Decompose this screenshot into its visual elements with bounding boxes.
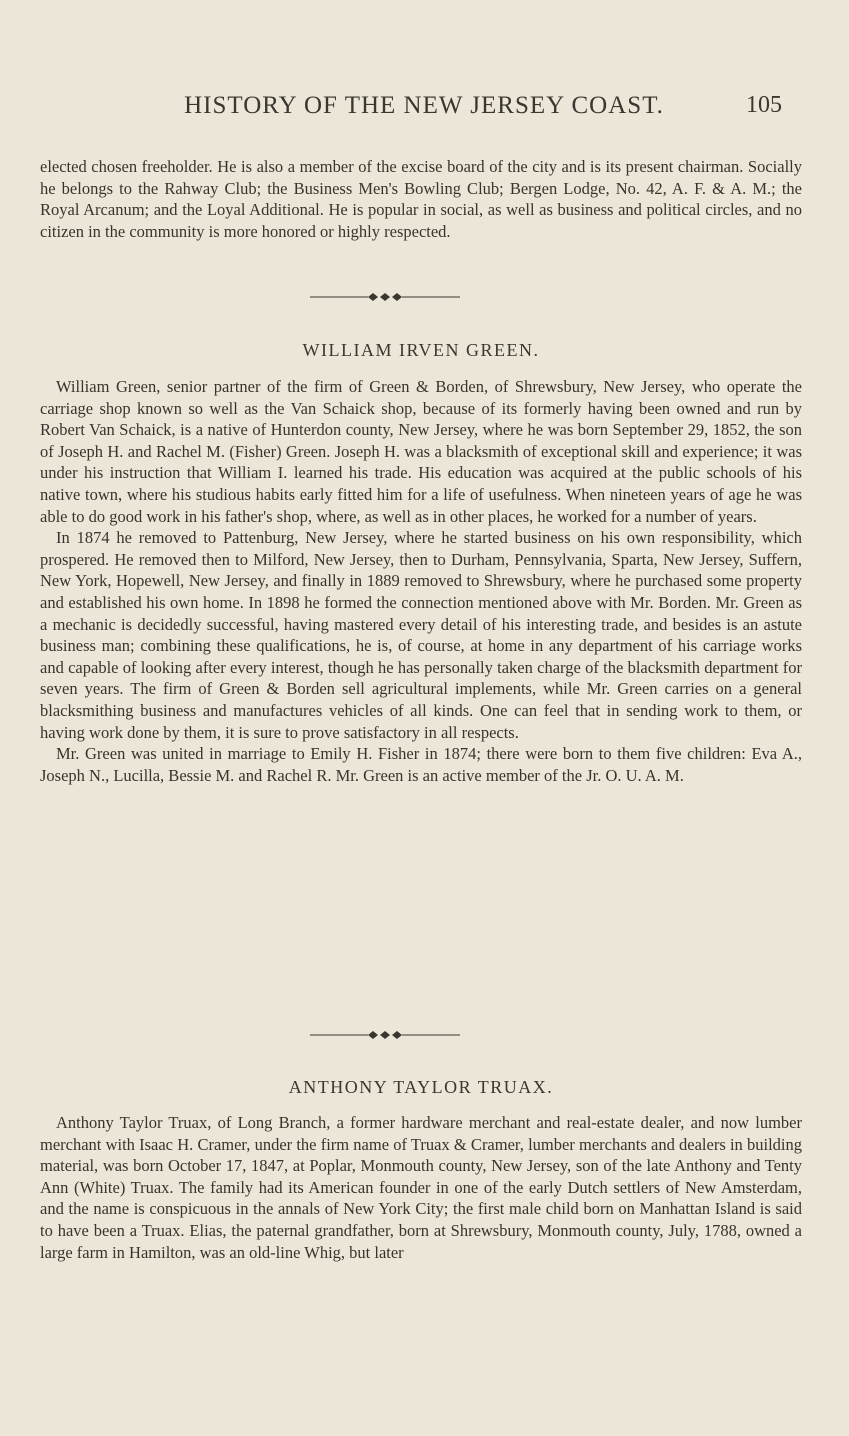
section-title-truax: ANTHONY TAYLOR TRUAX. [288, 1077, 554, 1097]
green-paragraph-3: Mr. Green was united in marriage to Emily H. Fisher in 1874; there were born to them five children: Eva A., Joseph N., Lucilla, Bessie M. and Rachel R. Mr. Green is an active member of the Jr. O. U. A. M. [40, 744, 802, 785]
intro-block [40, 156, 802, 242]
page-header [72, 92, 782, 132]
running-head: HISTORY OF THE NEW JERSEY COAST. [184, 92, 664, 119]
section-divider-ornament [310, 291, 460, 303]
intro-paragraph: elected chosen freeholder. He is also a member of the excise board of the city and is its present chairman. Socially he belongs to the Rahway Club; the Business Men's Bowling Club; Bergen Lodge, No. 42, A. F. & A. M.; the Royal Arcanum; and the Loyal Additional. He is popular in social, as well as business and political circles, and no citizen in the community is more honored or highly respected. [40, 157, 802, 241]
green-paragraph-1: William Green, senior partner of the firm of Green & Borden, of Shrewsbury, New Jersey, who operate the carriage shop known so well as the Van Schaick shop, because of its formerly having been owned and run by Robert Van Schaick, is a native of Hunterdon county, New Jersey, where he was born September 29, 1852, the son of Joseph H. and Rachel M. (Fisher) Green. Joseph H. was a blacksmith of exceptional skill and experience; it was under his instruction that William I. learned his trade. His education was acquired at the public schools of his native town, where his studious habits early fitted him for a life of usefulness. When nineteen years of age he was able to do good work in his father's shop, where, as well as in other places, he worked for a number of years. [40, 377, 802, 526]
truax-paragraph-1: Anthony Taylor Truax, of Long Branch, a former hardware merchant and real-estate dealer, and now lumber merchant with Isaac H. Cramer, under the firm name of Truax & Cramer, lumber merchants and dealers in building material, was born October 17, 1847, at Poplar, Monmouth county, New Jersey, son of the late Anthony and Tenty Ann (White) Truax. The family had its American founder in one of the early Dutch settlers of New Amsterdam, and the name is conspicuous in the annals of New York City; the first male child born on Manhattan Island is said to have been a Truax. Elias, the paternal grandfather, born at Shrewsbury, Monmouth county, July, 1788, owned a large farm in Hamilton, was an old-line Whig, but later [40, 1113, 802, 1262]
section-truax-body [40, 1112, 802, 1263]
green-paragraph-2: In 1874 he removed to Pattenburg, New Jersey, where he started business on his own responsibility, which prospered. He removed then to Milford, New Jersey, then to Durham, Pennsylvania, Sparta, New Jersey, Suffern, New York, Hopewell, New Jersey, and finally in 1889 removed to Shrewsbury, where he purchased some property and established his own home. In 1898 he formed the connection mentioned above with Mr. Borden. Mr. Green as a mechanic is decidedly successful, having mastered every detail of his interesting trade, and besides is an astute business man; combining these qualifications, he is, of course, at home in any department of his carriage works and capable of looking after every interest, though he has personally taken charge of the blacksmith department for seven years. The firm of Green & Borden sell agricultural implements, while Mr. Green carries on a general blacksmithing business and manufactures vehicles of all kinds. One can feel that in sending work to them, or having work done by them, it is sure to prove satisfactory in all respects. [40, 528, 802, 742]
section-divider-ornament [310, 1029, 460, 1041]
section-green-body [40, 376, 802, 786]
section-title-green: WILLIAM IRVEN GREEN. [302, 340, 540, 360]
page-number: 105 [746, 92, 782, 118]
